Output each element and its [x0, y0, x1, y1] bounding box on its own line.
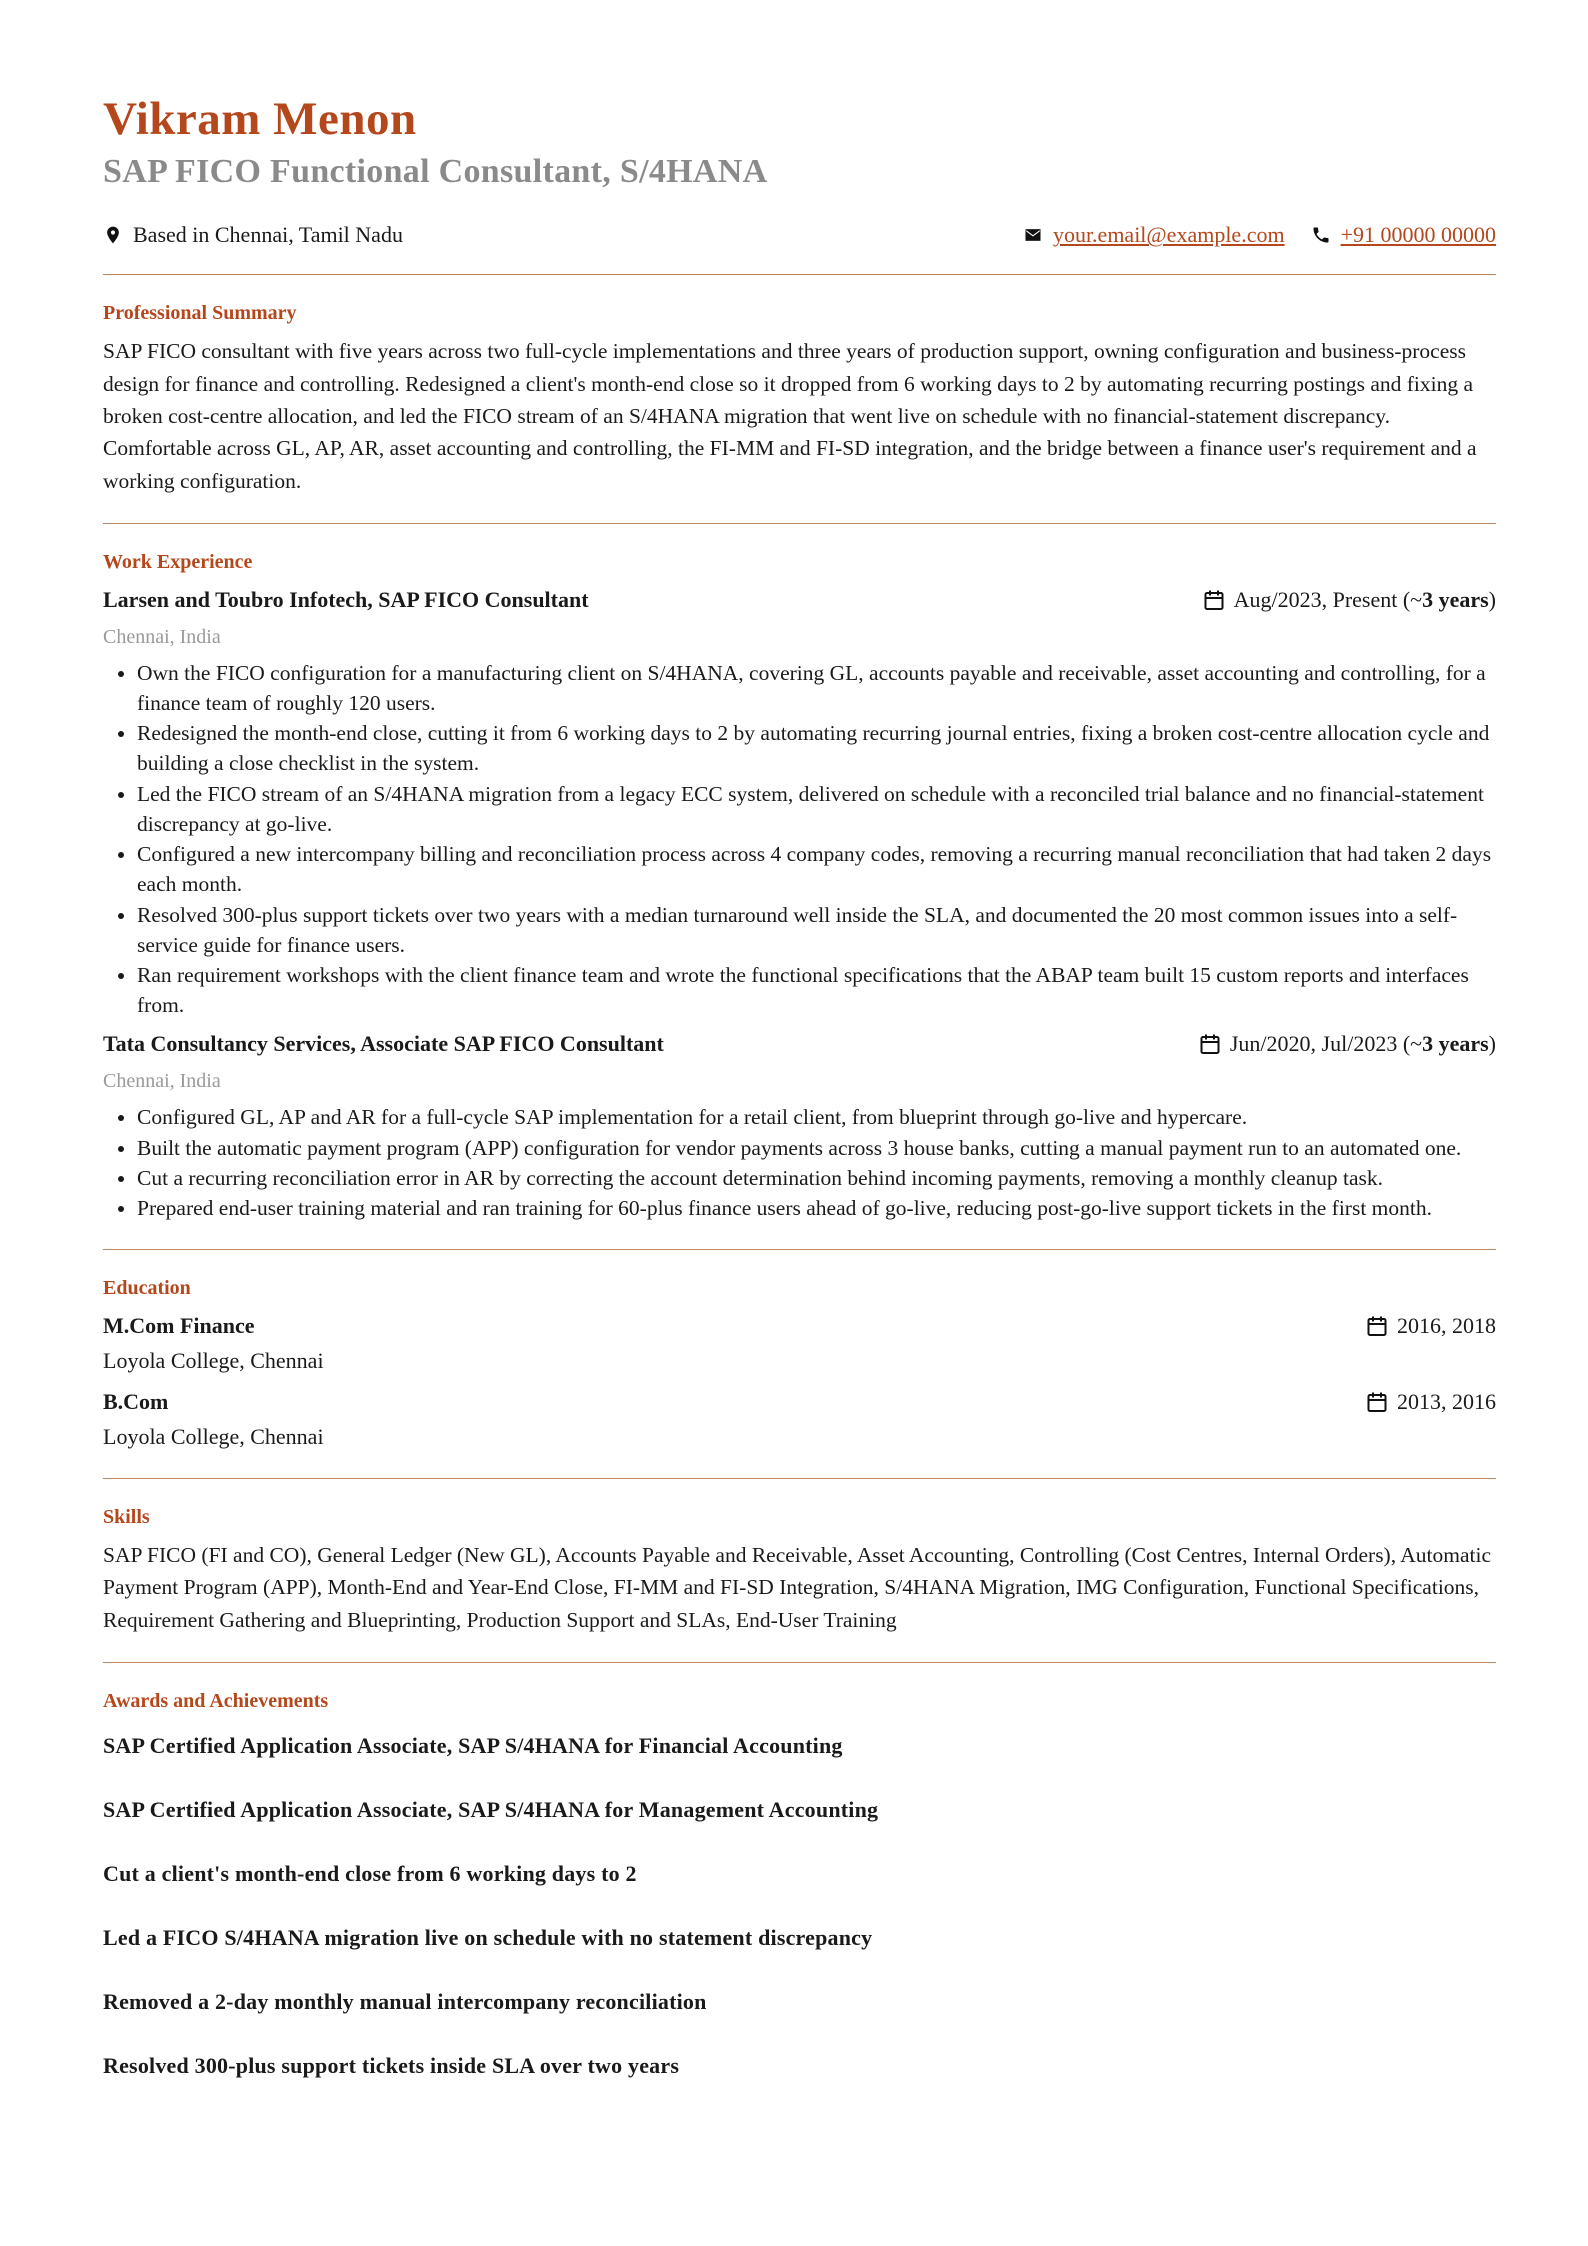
education-header: [103, 1310, 1496, 1342]
job-bullets: [103, 658, 1496, 1020]
list-item: • Configured GL, AP and AR for a full-cycle SAP implementation for a retail client, from blueprint through go-live and hypercare.: [137, 1102, 1496, 1132]
contact-row: [103, 218, 1496, 252]
education-section: [103, 1250, 1496, 1452]
job-location: Chennai, India: [103, 1070, 221, 1093]
school-name: Loyola College, Chennai: [103, 1348, 324, 1374]
skills-text: SAP FICO (FI and CO), General Ledger (New GL), Accounts Payable and Receivable, Asset Accounting, Controlling (Cost Centres, Internal Orders), Automatic Payment Program (APP), Month-End and Year-End Close, FI-MM and FI-SD Integration, S/4HANA Migration, IMG Configuration, Functional Specifications, Requirement Gathering and Blueprinting, Production Support and SLAs, End-User Training: [103, 1543, 1492, 1632]
job-dates: [1198, 1028, 1496, 1060]
awards-section: [103, 1663, 1496, 2081]
list-item: • Led the FICO stream of an S/4HANA migration from a legacy ECC system, delivered on schedule with a reconciled trial balance and no financial-statement discrepancy at go-live.: [137, 779, 1496, 839]
list-item: • Resolved 300-plus support tickets over two years with a median turnaround well inside the SLA, and documented the 20 most common issues into a self-service guide for finance users.: [137, 900, 1496, 960]
candidate-name: Vikram Menon: [103, 93, 417, 145]
awards-heading: Awards and Achievements: [103, 1690, 329, 1713]
company-name: Tata Consultancy Services: [103, 1031, 351, 1057]
location-text: Based in Chennai, Tamil Nadu: [133, 222, 403, 248]
education-heading: Education: [103, 1277, 191, 1300]
company-name: Larsen and Toubro Infotech: [103, 586, 368, 612]
list-item: • Redesigned the month-end close, cutting it from 6 working days to 2 by automating recurring journal entries, fixing a broken cost-centre allocation cycle and building a close checklist in the system.: [137, 718, 1496, 778]
job-title-line: [103, 1028, 664, 1060]
phone-link[interactable]: +91 00000 00000: [1340, 222, 1496, 248]
job-date-range: Jun/2020, Jul/2023 (~: [1229, 1031, 1423, 1057]
candidate-title: SAP FICO Functional Consultant, S/4HANA: [103, 153, 768, 190]
email-item: [1023, 222, 1285, 248]
skills-section: [103, 1479, 1496, 1636]
job-duration: 3 years: [1422, 1031, 1489, 1057]
summary-text: SAP FICO consultant with five years across two full-cycle implementations and three years of production support, owning configuration and business-process design for finance and controlling. Redesigned a client's month-end close so it dropped from 6 working days to 2 by automating recurring postings and fixing a broken cost-centre allocation, and led the FICO stream of an S/4HANA migration that went live on schedule with no financial-statement discrepancy. Comfortable across GL, AP, AR, asset accounting and controlling, the FI-MM and FI-SD integration, and the bridge between a finance user's requirement and a working configuration.: [103, 339, 1477, 493]
school-name: Loyola College, Chennai: [103, 1424, 324, 1450]
summary-section: [103, 275, 1496, 496]
calendar-icon: [1365, 1314, 1389, 1338]
list-item: • Own the FICO configuration for a manufacturing client on S/4HANA, covering GL, accounts payable and receivable, asset accounting and controlling, for a finance team of roughly 120 users.: [137, 658, 1496, 718]
job-bullets: [103, 1102, 1496, 1223]
job-role: , Associate SAP FICO Consultant: [350, 1031, 664, 1057]
list-item: • Cut a recurring reconciliation error in AR by correcting the account determination behind incoming payments, removing a monthly cleanup task.: [137, 1163, 1496, 1193]
award-item: Cut a client's month-end close from 6 working days to 2: [103, 1861, 637, 1887]
award-item: Removed a 2-day monthly manual intercompany reconciliation: [103, 1989, 707, 2015]
education-date-range: 2013, 2016: [1397, 1389, 1496, 1415]
skills-heading: Skills: [103, 1506, 150, 1529]
job-duration: 3 years: [1422, 586, 1489, 612]
email-link[interactable]: your.email@example.com: [1052, 222, 1285, 248]
calendar-icon: [1365, 1390, 1389, 1414]
education-dates: [1365, 1386, 1496, 1418]
map-pin-icon: [103, 225, 123, 245]
list-item: • Configured a new intercompany billing and reconciliation process across 4 company codes, removing a recurring manual reconciliation that had taken 2 days each month.: [137, 839, 1496, 899]
experience-heading: Work Experience: [103, 550, 253, 573]
award-item: Led a FICO S/4HANA migration live on schedule with no statement discrepancy: [103, 1925, 873, 1951]
list-item: • Ran requirement workshops with the client finance team and wrote the functional specifications that the ABAP team built 15 custom reports and interfaces from.: [137, 960, 1496, 1020]
education-dates: [1365, 1310, 1496, 1342]
award-item: SAP Certified Application Associate, SAP S/4HANA for Financial Accounting: [103, 1733, 843, 1759]
job-date-range: Aug/2023, Present (~: [1233, 586, 1423, 612]
job-entry: [103, 1028, 1496, 1223]
list-item: • Prepared end-user training material and ran training for 60-plus finance users ahead of go-live, reducing post-go-live support tickets in the first month.: [137, 1193, 1496, 1223]
job-title-line: [103, 584, 589, 616]
location-block: [103, 222, 403, 248]
calendar-icon: [1198, 1032, 1222, 1056]
education-entry: [103, 1310, 1496, 1376]
education-entry: [103, 1386, 1496, 1452]
job-header: [103, 1028, 1496, 1060]
job-date-close: ): [1488, 1031, 1496, 1057]
education-header: [103, 1386, 1496, 1418]
contact-links: [1023, 222, 1496, 248]
experience-section: [103, 524, 1496, 1223]
job-role: , SAP FICO Consultant: [367, 586, 589, 612]
phone-icon: [1311, 225, 1331, 245]
job-date-close: ): [1488, 586, 1496, 612]
calendar-icon: [1202, 588, 1226, 612]
job-location: Chennai, India: [103, 625, 221, 648]
envelope-icon: [1023, 225, 1043, 245]
degree-name: M.Com Finance: [103, 1313, 255, 1339]
education-date-range: 2016, 2018: [1397, 1313, 1496, 1339]
summary-heading: Professional Summary: [103, 302, 297, 325]
award-item: SAP Certified Application Associate, SAP S/4HANA for Management Accounting: [103, 1797, 879, 1823]
job-dates: [1202, 584, 1496, 616]
list-item: • Built the automatic payment program (APP) configuration for vendor payments across 3 house banks, cutting a manual payment run to an automated one.: [137, 1133, 1496, 1163]
job-header: [103, 584, 1496, 616]
phone-item: [1311, 222, 1496, 248]
degree-name: B.Com: [103, 1389, 169, 1415]
job-entry: [103, 584, 1496, 1020]
award-item: Resolved 300-plus support tickets inside SLA over two years: [103, 2053, 680, 2079]
